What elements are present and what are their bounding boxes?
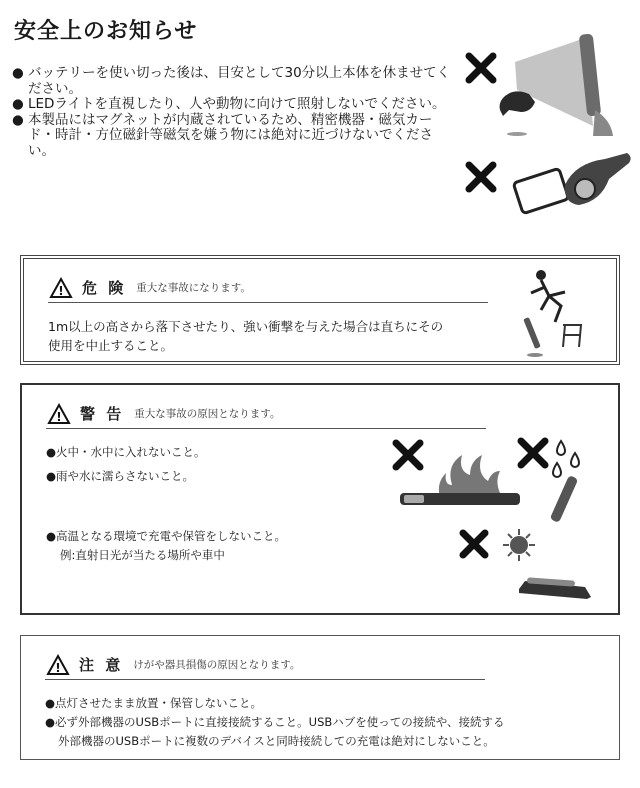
no-fire-illustration [390,437,530,517]
warning-item: ●火中・水中に入れないこと。 [46,445,206,459]
warning-header [48,403,280,424]
page-title: 安全上のお知らせ [14,19,198,44]
danger-label: 危 険 [82,279,127,297]
cross-mark-icon [463,533,485,555]
flashlight-icon [550,475,579,523]
intro-item-text: バッテリーを使い切った後は、目安として30分以上本体を休ませてください。 [28,65,451,97]
intro-item [12,97,452,113]
danger-subtitle: 重大な事故になります。 [136,282,251,294]
caution-item-continued: 外部機器のUSBポートに複数のデバイスと同時接続しての充電は絶対にしないこと。 [58,734,495,748]
intro-item [12,66,452,97]
stool-icon [563,325,581,347]
warning-item: ●雨や水に濡らさないこと。 [46,469,195,483]
bullet: ● [12,65,24,81]
caution-box [20,635,620,760]
water-drops-icon [553,441,579,477]
warning-triangle-icon [50,278,72,298]
bullet: ● [46,445,57,459]
warning-subtitle: 重大な事故の原因となります。 [134,408,281,420]
bullet: ● [46,529,57,543]
warning-box [20,383,620,615]
bullet: ● [12,96,24,112]
intro-item-text: 本製品にはマグネットが内蔵されているため、精密機器・磁気カード・時計・方位磁針等磁気を嫌う物には絶対に近づけないでください。 [28,111,433,159]
bullet: ● [45,715,56,729]
no-water-illustration [517,435,597,525]
intro-item [12,113,452,160]
flames-icon [439,455,502,497]
divider [48,302,488,303]
caution-subtitle: けがや器具損傷の原因となります。 [133,659,301,671]
cross-mark-icon [396,443,420,467]
flashlight-icon [523,317,541,349]
svg-text:!: ! [56,409,62,424]
danger-text: 使用を中止すること。 [48,338,174,353]
sun-icon [503,529,535,561]
warning-triangle-icon [47,655,69,675]
no-magnet-near-devices-illustration [465,145,640,235]
warning-example: 例:直射日光が当たる場所や車中 [60,548,225,562]
hand-icon [593,110,613,136]
danger-header [50,277,251,298]
divider [45,679,485,680]
falling-person-illustration [519,265,599,359]
no-light-at-animal-illustration [465,30,640,140]
cross-mark-icon [469,165,493,189]
caution-label: 注 意 [79,656,124,674]
person-icon [531,280,565,322]
warning-label: 警 告 [80,405,125,423]
warning-item: ●高温となる環境で充電や保管をしないこと。 [46,529,287,543]
animal-icon [500,91,535,116]
danger-text: 1m以上の高さから落下させたり、強い衝撃を与えた場合は直ちにその [48,319,444,334]
bullet: ● [45,696,56,710]
svg-text:!: ! [55,660,61,675]
warning-triangle-icon [48,404,70,424]
caution-item: ●必ず外部機器のUSBポートに直接接続すること。USBハブを使っての接続や、接続する [45,715,505,729]
caution-header [47,654,300,675]
danger-box [20,255,620,365]
divider [46,428,486,429]
bullet: ● [12,111,24,128]
caution-item: ●点灯させたまま放置・保管しないこと。 [45,696,263,710]
intro-list [12,66,452,159]
flashlight-magnet-icon [565,153,631,205]
cross-mark-icon [521,441,545,465]
bullet: ● [46,469,57,483]
no-heat-illustration [457,527,602,607]
phone-icon [513,168,569,213]
intro-item-text: LEDライトを直視したり、人や動物に向けて照射しないでください。 [28,96,446,112]
svg-text:!: ! [58,283,64,298]
cross-mark-icon [469,56,493,80]
